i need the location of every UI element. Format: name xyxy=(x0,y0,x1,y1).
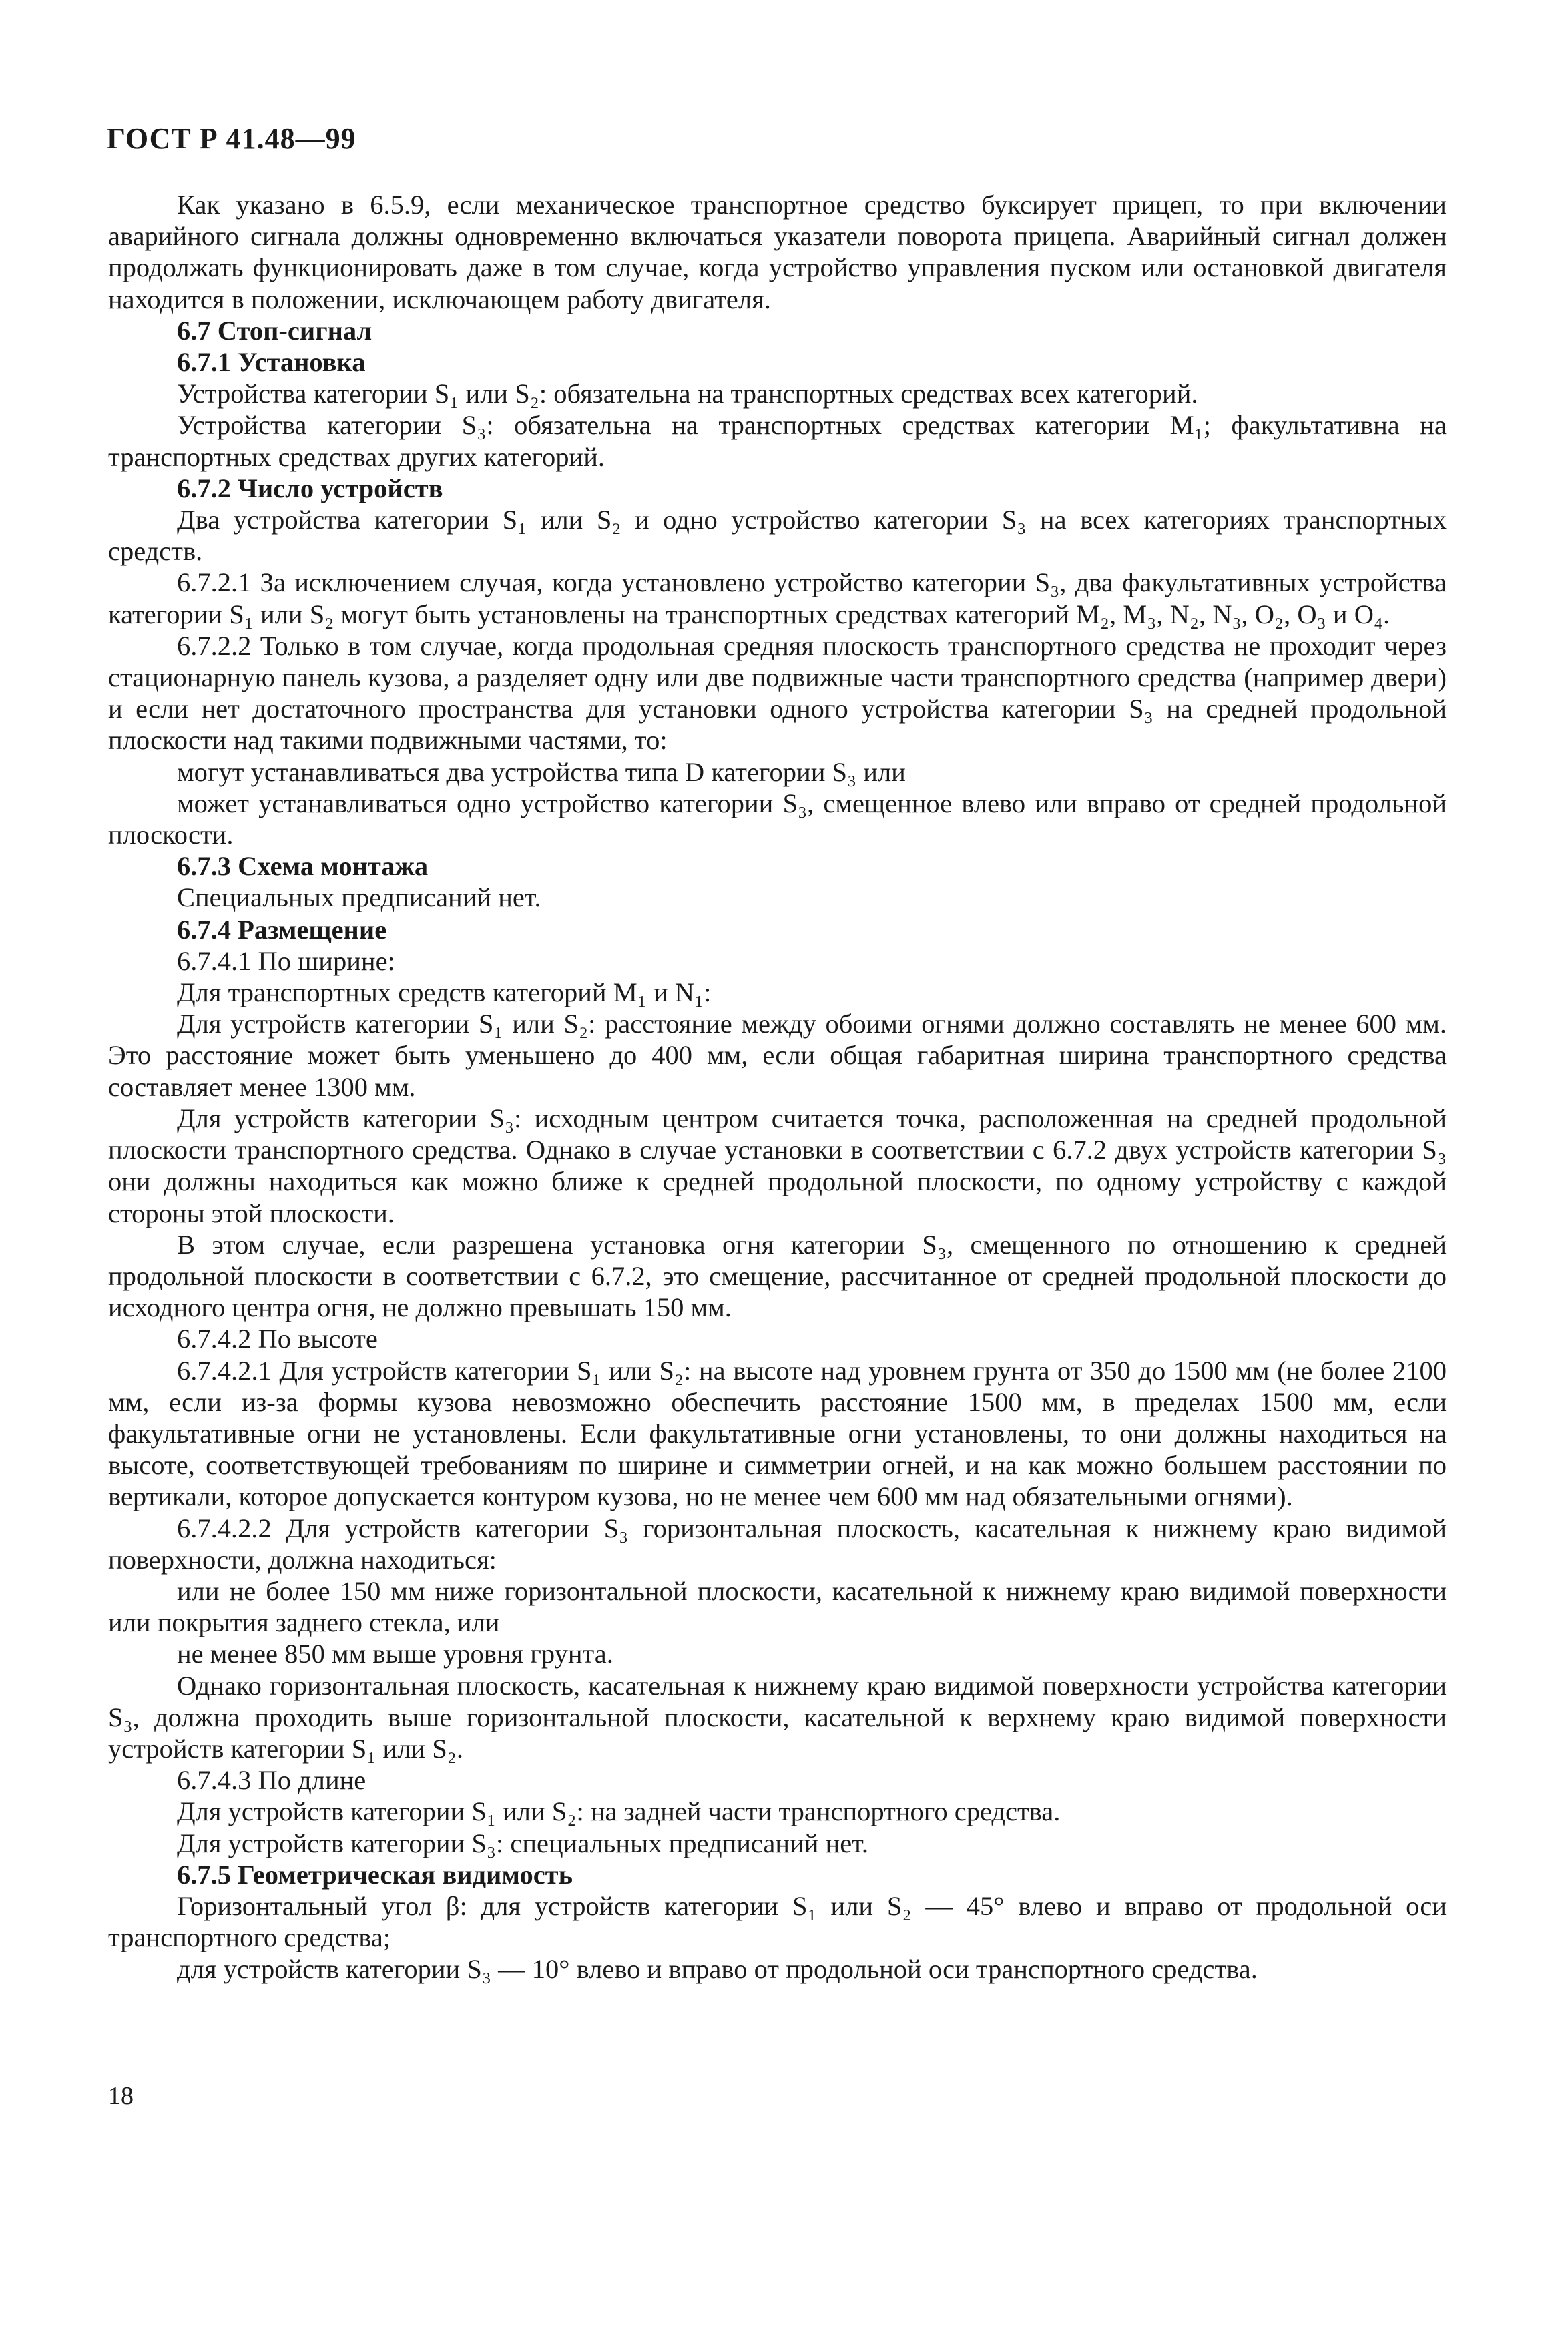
document-header: ГОСТ Р 41.48—99 xyxy=(107,122,356,155)
paragraph: Для устройств категории S₃: специальных предписаний нет. xyxy=(177,1828,868,1858)
paragraph: Устройства категории S₃: обязательна на транспортных средствах категории M₁; факультативна на транспортных средствах других категорий. xyxy=(108,410,1447,472)
paragraph: 6.7.4.2.2 Для устройств категории S₃ горизонтальная плоскость, касательная к нижнему краю видимой поверхности, должна находиться: xyxy=(108,1513,1447,1575)
paragraph: Для устройств категории S₁ или S₂: расстояние между обоими огнями должно составлять не менее 600 мм. Это расстояние может быть уменьшено до 400 мм, если общая габаритная ширина транспортного средства составляет менее 1300 мм. xyxy=(108,1009,1447,1102)
paragraph: 6.7.2.1 За исключением случая, когда установлено устройство категории S₃, два факультативных устройства категории S₁ или S₂ могут быть установлены на транспортных средствах категорий M₂, M₃, N₂, N₃, O₂, O₃ и O₄. xyxy=(108,567,1447,629)
paragraph: Для транспортных средств категорий M₁ и N₁: xyxy=(177,977,712,1008)
paragraph: 6.7.4.1 По ширине: xyxy=(177,945,395,976)
paragraph: не менее 850 мм выше уровня грунта. xyxy=(177,1639,613,1669)
subsection-heading-text: 6.7.3 Схема монтажа xyxy=(177,851,429,882)
paragraph: 6.7.2.2 Только в том случае, когда продольная средняя плоскость транспортного средства не проходит через стационарную панель кузова, а разделяет одну или две подвижные части транспортного средства (например двери) и если нет достаточного пространства для установки одного устройства категории S₃ на средней продольной плоскости над такими подвижными частями, то: xyxy=(108,630,1447,756)
subsection-heading-text: 6.7.2 Число устройств xyxy=(177,473,443,503)
subsection-heading xyxy=(108,914,1447,945)
paragraph: может устанавливаться одно устройство категории S₃, смещенное влево или вправо от средней продольной плоскости. xyxy=(108,788,1447,850)
paragraph: 6.7.4.2 По высоте xyxy=(177,1324,378,1354)
paragraph: для устройств категории S₃ — 10° влево и вправо от продольной оси транспортного средства. xyxy=(177,1954,1258,1985)
paragraph: В этом случае, если разрешена установка огня категории S₃, смещенного по отношению к средней продольной плоскости в соответствии с 6.7.2, это смещение, рассчитанное от средней продольной плоскости до исходного центра огня, не должно превышать 150 мм. xyxy=(108,1229,1447,1323)
subsection-heading-text: 6.7.4 Размещение xyxy=(177,914,387,945)
subsection-heading-text: 6.7.5 Геометрическая видимость xyxy=(177,1859,573,1890)
paragraph: Для устройств категории S₁ или S₂: на задней части транспортного средства. xyxy=(177,1796,1061,1827)
paragraph: Для устройств категории S₃: исходным центром считается точка, расположенная на средней продольной плоскости транспортного средства. Однако в случае установки в соответствии с 6.7.2 двух устройств категории S₃ они должны находиться как можно ближе к средней продольной плоскости, по одному устройству с каждой стороны этой плоскости. xyxy=(108,1103,1447,1228)
paragraph: 6.7.4.3 По длине xyxy=(177,1765,366,1796)
paragraph: Устройства категории S₁ или S₂: обязательна на транспортных средствах всех категорий. xyxy=(177,378,1198,409)
document-body xyxy=(108,189,1447,1985)
paragraph: Два устройства категории S₁ или S₂ и одно устройство категории S₃ на всех категориях транспортных средств. xyxy=(108,505,1447,567)
subsection-heading xyxy=(108,1859,1447,1890)
paragraph: Специальных предписаний нет. xyxy=(177,882,541,913)
paragraph: могут устанавливаться два устройства типа D категории S₃ или xyxy=(177,756,906,787)
subsection-heading-text: 6.7.1 Установка xyxy=(177,347,366,378)
section-heading: 6.7 Стоп-сигнал xyxy=(177,315,372,346)
paragraph: 6.7.4.2.1 Для устройств категории S₁ или S₂: на высоте над уровнем грунта от 350 до 1500 мм (не более 2100 мм, если из-за формы кузова невозможно обеспечить расстояние 1500 мм, в пределах 1500 мм, если факультативные огни не установлены. Если факультативные огни установлены, то они должны находиться на высоте, соответствующей требованиям по ширине и симметрии огней, и на как можно большем расстоянии по вертикали, которое допускается контуром кузова, но не менее чем 600 мм над обязательными огнями). xyxy=(108,1355,1447,1512)
paragraph: Горизонтальный угол β: для устройств категории S₁ или S₂ — 45° влево и вправо от продольной оси транспортного средства; xyxy=(108,1890,1447,1953)
subsection-heading xyxy=(108,850,1447,882)
page-number: 18 xyxy=(108,2082,134,2110)
paragraph: Однако горизонтальная плоскость, касательная к нижнему краю видимой поверхности устройства категории S₃, должна проходить выше горизонтальной плоскости, касательной к верхнему краю видимой поверхности устройств категории S₁ или S₂. xyxy=(108,1670,1447,1764)
paragraph: или не более 150 мм ниже горизонтальной плоскости, касательной к нижнему краю видимой поверхности или покрытия заднего стекла, или xyxy=(108,1575,1447,1638)
subsection-heading xyxy=(108,346,1447,378)
subsection-heading xyxy=(108,473,1447,504)
paragraph: Как указано в 6.5.9, если механическое транспортное средство буксирует прицеп, то при включении аварийного сигнала должны одновременно включаться указатели поворота прицепа. Аварийный сигнал должен продолжать функционировать даже в том случае, когда устройство управления пуском или остановкой двигателя находится в положении, исключающем работу двигателя. xyxy=(108,190,1447,314)
